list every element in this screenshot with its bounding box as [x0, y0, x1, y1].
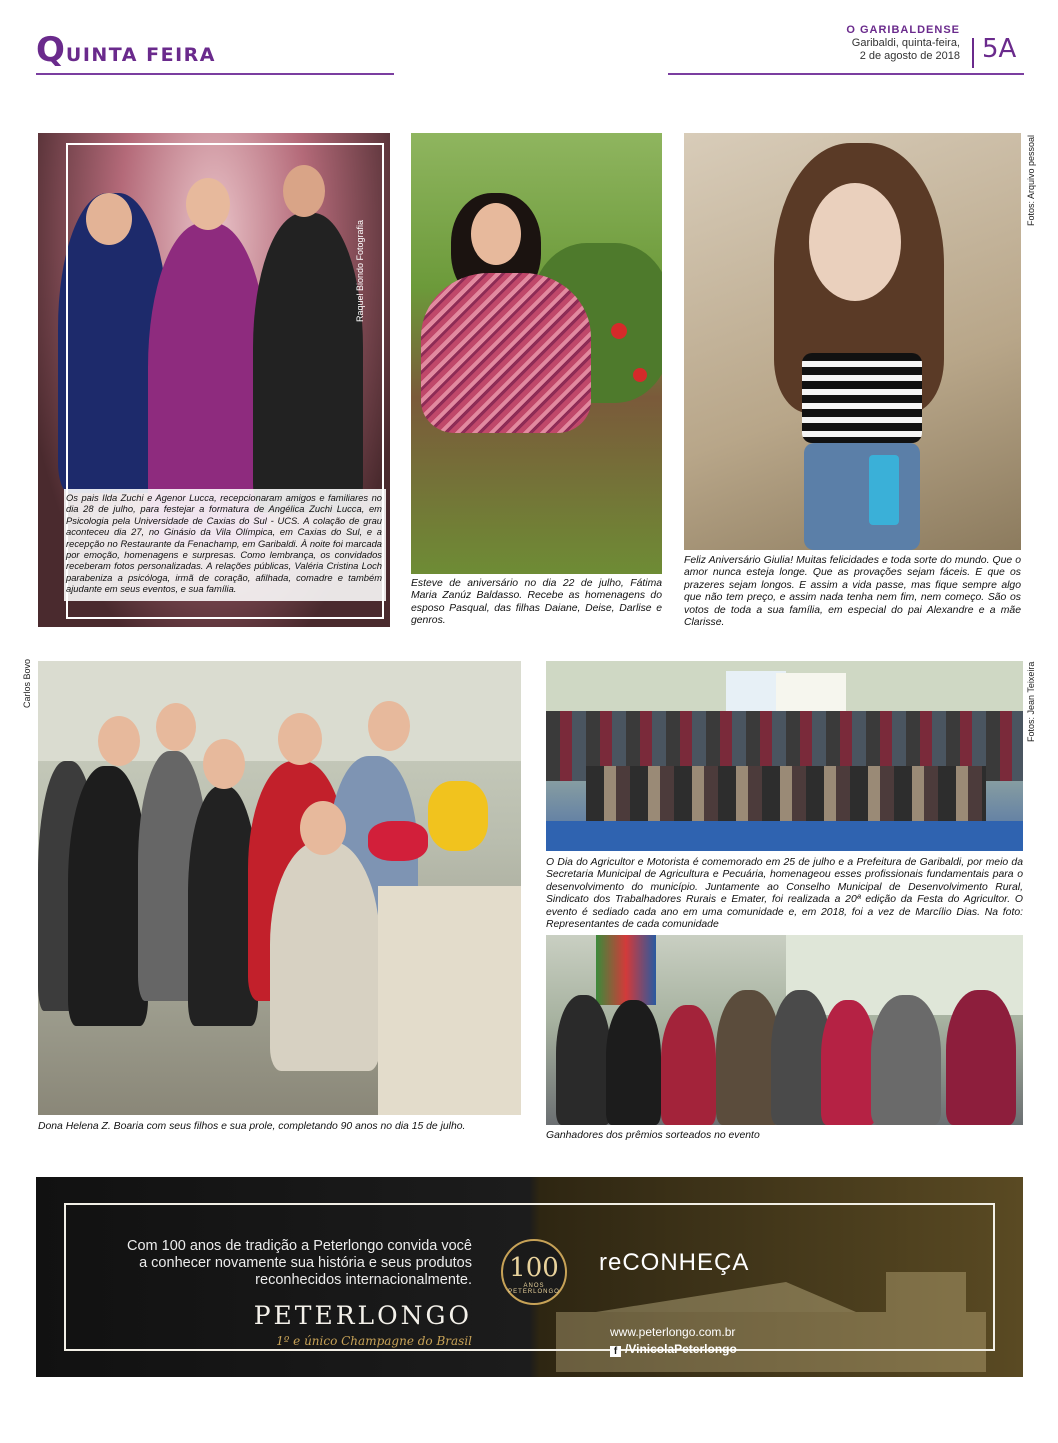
person	[556, 995, 611, 1125]
dateline-1: Garibaldi, quinta-feira,	[851, 37, 960, 49]
ad-slogan: 1º e único Champagne do Brasil	[276, 1334, 472, 1348]
flags	[596, 935, 656, 1005]
dateline	[846, 24, 960, 63]
ad-brand-logo: PETERLONGO	[253, 1301, 472, 1330]
person	[661, 1005, 716, 1125]
flowers	[428, 781, 488, 851]
person	[68, 766, 148, 1026]
winners-photo	[546, 935, 1023, 1125]
elder-head	[300, 801, 346, 855]
person-head	[368, 701, 410, 751]
page-number: 5A	[982, 34, 1017, 64]
dateline-2: 2 de agosto de 2018	[859, 50, 960, 62]
girl-caption: Feliz Aniversário Giulia! Muitas felicidades e toda sorte do mundo. Que o amor nunca esteja longe. Que as provações sejam fáceis. E que os prazeres sejam longos. E assim a vida passe, mas fique sempre algo que não tem preço, e assim nada tenha nem fim, nem começo. São os votos de toda a sua família, em especial do pai Alexandre e a mãe Clarisse.	[684, 555, 1021, 629]
family-photo	[38, 661, 521, 1115]
blue-cup	[869, 455, 899, 525]
facebook-icon: f	[610, 1346, 621, 1357]
agriculture-group-photo	[546, 661, 1023, 851]
ad-social-handle: /VinicolaPeterlongo	[625, 1342, 737, 1356]
person	[821, 1000, 876, 1125]
striped-top	[802, 353, 922, 443]
table	[378, 886, 521, 1115]
woman-head	[471, 203, 521, 265]
section-rest: UINTA FEIRA	[65, 44, 216, 66]
person-head	[98, 716, 140, 766]
seal-small-text: ANOS	[523, 1283, 545, 1289]
person	[606, 1000, 661, 1125]
girl-photo	[684, 133, 1021, 550]
girl-head	[809, 183, 901, 301]
graduation-caption: Os pais Ilda Zuchi e Agenor Lucca, recepcionaram amigos e familiares no dia 28 de julho, para festejar a formatura de Angélica Zuchi Lucca, em Psicologia pela Universidade de Caxias do Sul - UCS. A colação de grau aconteceu dia 27, no Ginásio da Vila Olímpica, em Caxias do Sul, e a recepção no Restaurante da Fenachamp, em Garibaldi. À noite foi marcada por emoção, homenagens e surpresas. Como lembrança, os convidados receberam fotos personalizadas. A relações públicas, Valéria Cristina Loch parabeniza a psicóloga, irmã de coração, afilhada, comadre e também ajudante em seus eventos, e sua família.	[66, 492, 382, 595]
seal-number: 100	[509, 1253, 559, 1283]
centenary-seal	[501, 1239, 567, 1305]
ad-social-link[interactable]	[610, 1342, 737, 1357]
family-credit: Carlos Bovo	[22, 658, 32, 708]
header-rule-right	[668, 73, 1024, 75]
graduation-credit: Raquel Biondo Fotografia	[355, 219, 365, 322]
agriculture-caption: O Dia do Agricultor e Motorista é comemorado em 25 de julho e a Prefeitura de Garibaldi, por meio da Secretaria Municipal de Agricultura e Pecuária, homenageou esses profissionais fundamentais para o desenvolvimento do município. Juntamente ao Conselho Municipal de Desenvolvimento Rural, Sindicato dos Trabalhadores Rurais e Emater, foi realizada a 20ª edição da Festa do Agricultor. O evento é sediado cada ano em uma comunidade e, em 2018, foi a vez de Marcílio Dias. Na foto: Representantes de cada comunidade	[546, 857, 1023, 931]
blue-floor	[546, 821, 1023, 851]
woman-dress	[421, 273, 591, 433]
person-head	[278, 713, 322, 765]
section-title	[36, 30, 216, 70]
person	[871, 995, 941, 1125]
header-rule-left	[36, 73, 394, 75]
family-caption: Dona Helena Z. Boaria com seus filhos e sua prole, completando 90 anos no dia 15 de julho.	[38, 1121, 466, 1132]
section-initial: Q	[36, 30, 66, 70]
garden-photo	[411, 133, 662, 574]
seal-brand: PETERLONGO	[508, 1289, 560, 1295]
crowd-kneeling	[586, 766, 986, 821]
ad-text: Com 100 anos de tradição a Peterlongo convida você a conhecer novamente sua história e seus produtos reconhecidos internacionalmente.	[127, 1238, 472, 1288]
person-head	[203, 739, 245, 789]
rose-flower	[633, 368, 647, 382]
jeans	[804, 443, 920, 550]
winners-caption: Ganhadores dos prêmios sorteados no evento	[546, 1130, 760, 1141]
seated-elder	[270, 841, 380, 1071]
peterlongo-ad[interactable]	[36, 1177, 1023, 1377]
paper-name: O GARIBALDENSE	[846, 24, 960, 36]
ad-headline: reCONHEÇA	[599, 1249, 750, 1276]
ad-url-link[interactable]: www.peterlongo.com.br	[610, 1325, 736, 1339]
page-number-separator	[972, 38, 974, 68]
girl-credit: Fotos: Arquivo pessoal	[1026, 134, 1036, 226]
flowers	[368, 821, 428, 861]
rose-flower	[611, 323, 627, 339]
agriculture-credit: Fotos: Jean Teixeira	[1026, 661, 1036, 742]
garden-caption: Esteve de aniversário no dia 22 de julho, Fátima Maria Zanúz Baldasso. Recebe as homenagens do esposo Pasqual, das filhas Daiane, Deise, Darlise e genros.	[411, 578, 662, 627]
person-head	[156, 703, 196, 751]
person	[946, 990, 1016, 1125]
